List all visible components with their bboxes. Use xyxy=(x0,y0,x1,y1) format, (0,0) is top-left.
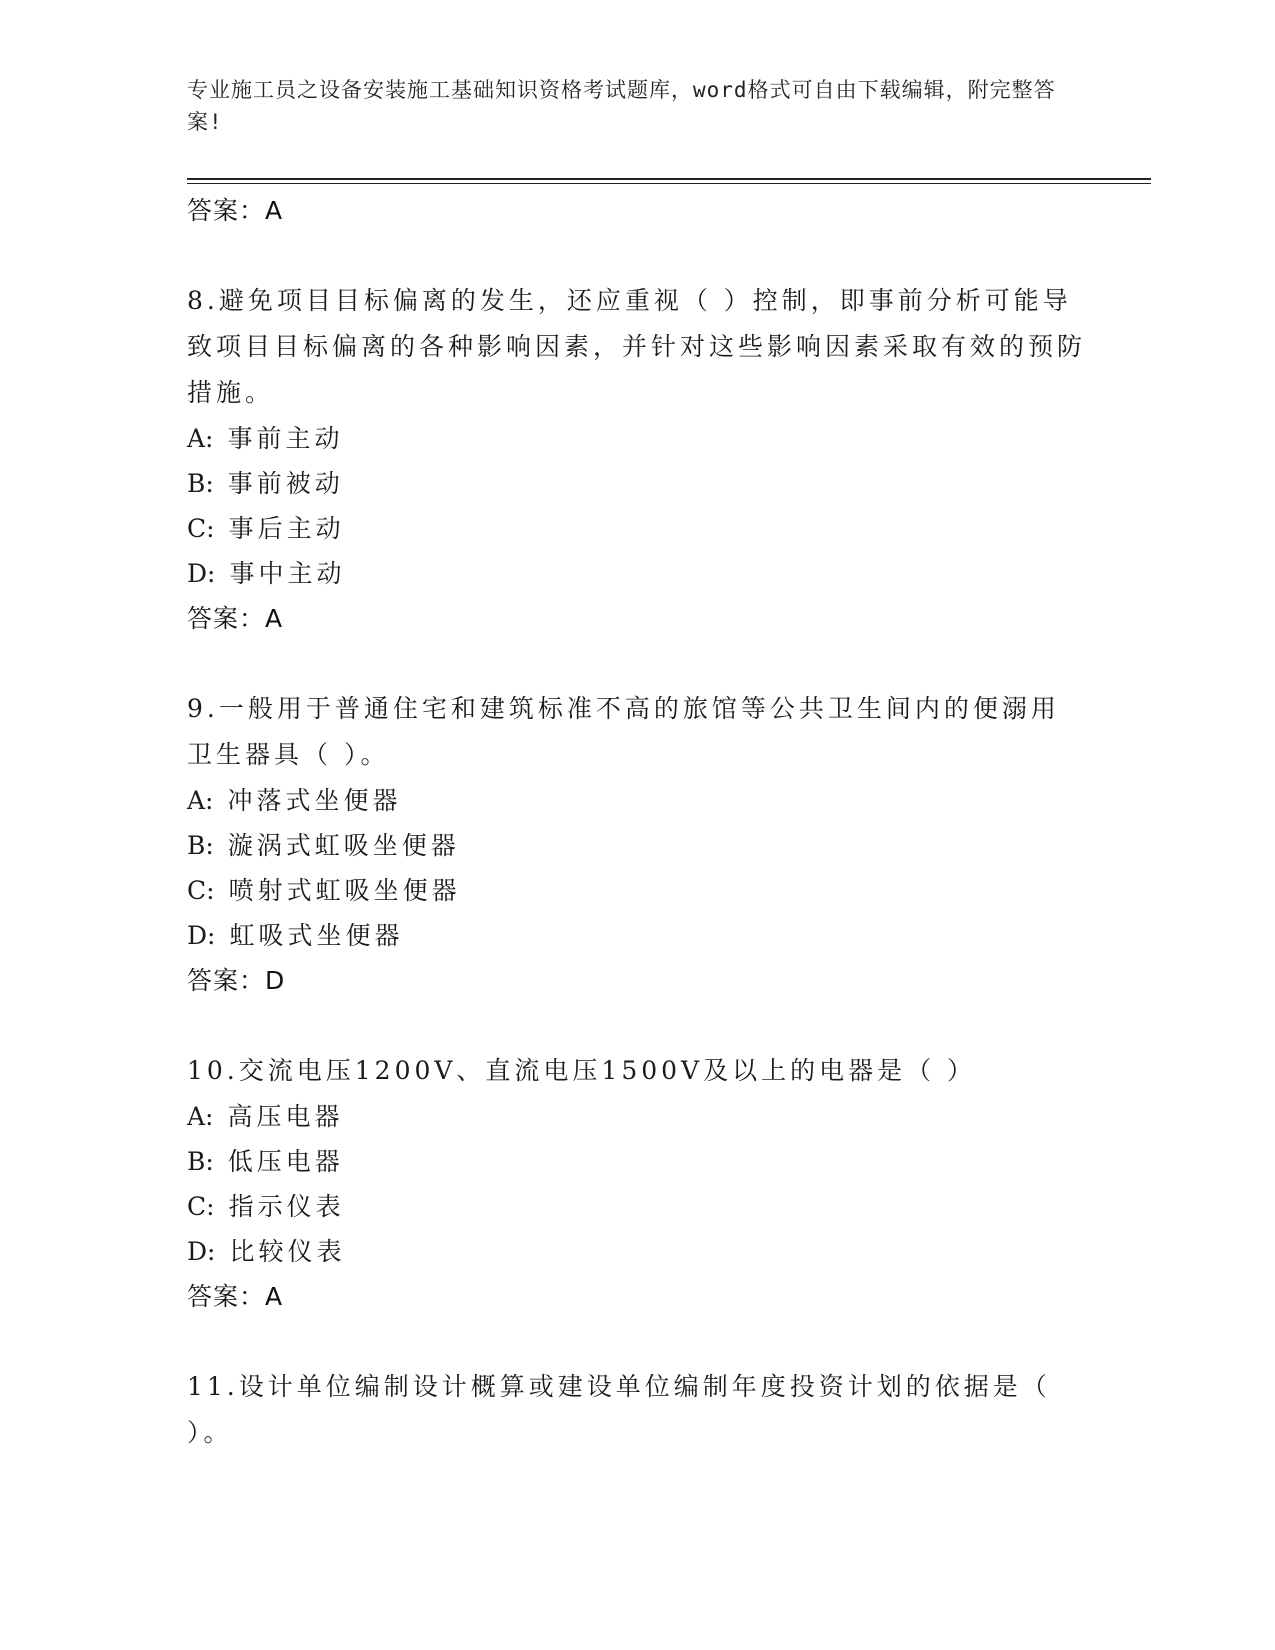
option-key: D: xyxy=(187,1237,216,1266)
answer-line: 答案：A xyxy=(187,1282,284,1311)
option-key: B: xyxy=(187,1147,214,1176)
option-text: 低压电器 xyxy=(227,1147,344,1176)
answer-line: 答案：D xyxy=(187,966,286,995)
option-c xyxy=(187,506,1087,551)
option-text: 事前被动 xyxy=(227,469,344,498)
option-text: 喷射式虹吸坐便器 xyxy=(228,876,461,905)
option-text: 高压电器 xyxy=(227,1102,344,1131)
option-c xyxy=(187,1184,1087,1229)
option-key: D: xyxy=(187,559,216,588)
header-divider xyxy=(187,178,1151,180)
option-key: B: xyxy=(187,469,214,498)
option-c xyxy=(187,868,1087,913)
option-b xyxy=(187,823,1087,868)
option-text: 比较仪表 xyxy=(229,1237,346,1266)
option-b xyxy=(187,461,1087,506)
option-text: 虹吸式坐便器 xyxy=(229,921,404,950)
option-key: B: xyxy=(187,831,214,860)
header-divider-thin xyxy=(187,183,1151,184)
option-key: D: xyxy=(187,921,216,950)
option-key: C: xyxy=(187,876,215,905)
question-stem: 11.设计单位编制设计概算或建设单位编制年度投资计划的依据是（ ）。 xyxy=(187,1372,1051,1447)
question-11 xyxy=(187,1364,1087,1456)
question-list xyxy=(187,188,1087,1456)
option-b xyxy=(187,1139,1087,1184)
option-key: A: xyxy=(187,424,214,453)
answer-line: 答案：A xyxy=(187,604,284,633)
option-key: A: xyxy=(187,786,214,815)
question-10 xyxy=(187,1048,1087,1320)
question-stem: 8.避免项目目标偏离的发生，还应重视（ ）控制，即事前分析可能导致项目目标偏离的各种影响因素，并针对这些影响因素采取有效的预防措施。 xyxy=(187,286,1087,407)
question-8 xyxy=(187,278,1087,642)
option-a xyxy=(187,416,1087,461)
option-a xyxy=(187,778,1087,823)
question-9 xyxy=(187,686,1087,1004)
question-stem: 9.一般用于普通住宅和建筑标准不高的旅馆等公共卫生间内的便溺用卫生器具（ ）。 xyxy=(187,694,1060,769)
option-key: C: xyxy=(187,514,215,543)
answer-line: 答案：A xyxy=(187,196,284,225)
option-text: 事前主动 xyxy=(227,424,344,453)
option-text: 冲落式坐便器 xyxy=(227,786,402,815)
page-header: 专业施工员之设备安装施工基础知识资格考试题库，word格式可自由下载编辑，附完整答案! xyxy=(187,78,1056,134)
option-text: 漩涡式虹吸坐便器 xyxy=(227,831,460,860)
option-key: C: xyxy=(187,1192,215,1221)
question-stem: 10.交流电压1200V、直流电压1500V及以上的电器是（ ） xyxy=(187,1056,977,1085)
option-text: 事中主动 xyxy=(229,559,346,588)
option-d xyxy=(187,1229,1087,1274)
option-d xyxy=(187,913,1087,958)
option-d xyxy=(187,551,1087,596)
option-text: 指示仪表 xyxy=(228,1192,345,1221)
option-text: 事后主动 xyxy=(228,514,345,543)
option-a xyxy=(187,1094,1087,1139)
option-key: A: xyxy=(187,1102,214,1131)
